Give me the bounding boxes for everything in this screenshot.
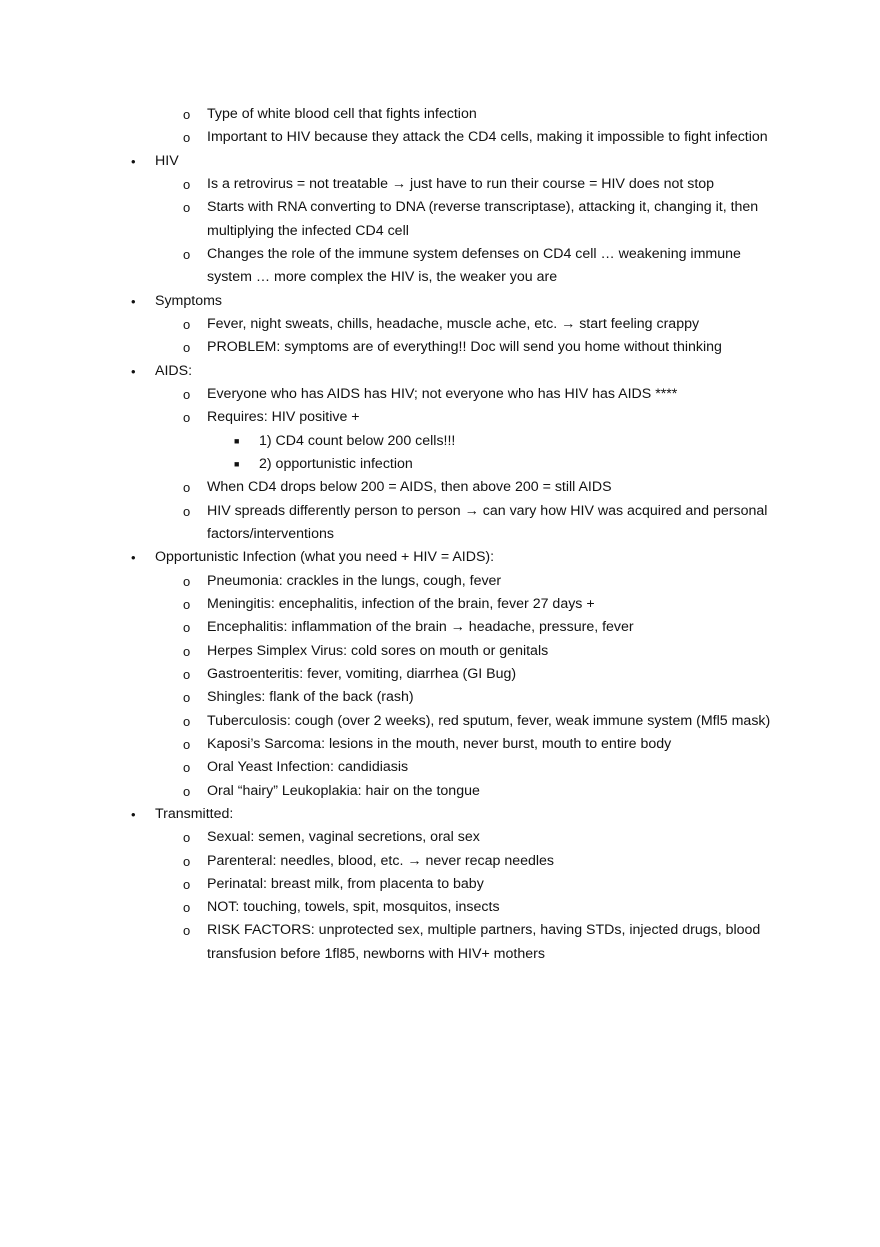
list-item-text: Symptoms [155,292,223,309]
list-item-text: Oral Yeast Infection: candidiasis [207,759,409,776]
list-item-level-2 [0,756,780,779]
list-item-text: Everyone who has AIDS has HIV; not everyone who has HIV has AIDS **** [207,385,678,402]
list-item-level-1 [0,546,780,569]
list-item-text: HIV [155,152,179,169]
bullet-circle-icon: o [183,410,191,426]
list-item-text: PROBLEM: symptoms are of everything!! Doc will send you home without thinking [207,339,722,356]
bullet-circle-icon: o [183,503,191,519]
bullet-circle-icon: o [183,176,191,192]
list-item-text: Starts with RNA converting to DNA (reverse transcriptase), attacking it, changing it, then multiplying the infected CD4 cell [207,199,759,239]
list-item-text: Encephalitis: inflammation of the brain → headache, pressure, fever [207,619,634,636]
list-item-level-1 [0,290,780,313]
list-item-text: Shingles: flank of the back (rash) [207,689,414,706]
list-item-text: Parenteral: needles, blood, etc. → never recap needles [207,852,555,869]
list-item-text: Kaposi’s Sarcoma: lesions in the mouth, never burst, mouth to entire body [207,735,672,752]
bullet-circle-icon: o [183,690,191,706]
list-item-level-1 [0,803,780,826]
list-item-level-2 [0,243,780,290]
list-item-level-2 [0,570,780,593]
bullet-circle-icon: o [183,643,191,659]
list-item-level-2 [0,476,780,499]
list-item-level-2 [0,780,780,803]
list-item-text: NOT: touching, towels, spit, mosquitos, insects [207,899,500,916]
bullet-circle-icon: o [183,596,191,612]
list-item-level-2 [0,873,780,896]
bullet-disc-icon: • [131,806,136,822]
bullet-disc-icon: • [131,550,136,566]
list-item-text: Gastroenteritis: fever, vomiting, diarrhea (GI Bug) [207,665,517,682]
list-item-text: Is a retrovirus = not treatable → just have to run their course = HIV does not stop [207,175,715,192]
list-item-level-2 [0,126,780,149]
bullet-circle-icon: o [183,760,191,776]
list-item-level-2 [0,173,780,196]
list-item-text: Herpes Simplex Virus: cold sores on mouth or genitals [207,642,549,659]
list-item-text: HIV spreads differently person to person → can vary how HIV was acquired and personal factors/interventions [207,502,768,542]
bullet-circle-icon: o [183,900,191,916]
bullet-circle-icon: o [183,200,191,216]
list-item-text: AIDS: [155,362,193,379]
list-item-level-2 [0,733,780,756]
bullet-circle-icon: o [183,246,191,262]
bullet-circle-icon: o [183,573,191,589]
list-item-text: Opportunistic Infection (what you need + HIV = AIDS): [155,549,495,566]
bullet-circle-icon: o [183,666,191,682]
list-item-text: RISK FACTORS: unprotected sex, multiple partners, having STDs, injected drugs, blood transfusion before 1fl85, newborns with HIV+ mothers [207,922,761,962]
list-item-text: Oral “hairy” Leukoplakia: hair on the tongue [207,782,480,799]
list-item-level-2 [0,710,780,733]
list-item-level-2 [0,593,780,616]
bullet-circle-icon: o [183,876,191,892]
bullet-circle-icon: o [183,480,191,496]
list-item-text: Important to HIV because they attack the CD4 cells, making it impossible to fight infection [207,129,768,146]
list-item-level-2 [0,196,780,243]
list-item-level-2 [0,313,780,336]
list-item-level-1 [0,150,780,173]
bullet-circle-icon: o [183,783,191,799]
bullet-circle-icon: o [183,340,191,356]
list-item-level-2 [0,103,780,126]
list-item-text: When CD4 drops below 200 = AIDS, then above 200 = still AIDS [207,479,612,496]
list-item-level-2 [0,686,780,709]
list-item-level-2 [0,850,780,873]
bullet-circle-icon: o [183,713,191,729]
list-item-text: Requires: HIV positive + [207,409,360,426]
list-item-text: Fever, night sweats, chills, headache, muscle ache, etc. → start feeling crappy [207,315,700,332]
bullet-circle-icon: o [183,386,191,402]
list-item-text: 1) CD4 count below 200 cells!!! [259,432,456,449]
list-item-level-3 [0,430,780,453]
list-item-level-2 [0,640,780,663]
list-item-level-2 [0,406,780,429]
list-item-text: Changes the role of the immune system defenses on CD4 cell … weakening immune system … more complex the HIV is, the weaker you are [207,245,741,286]
list-item-level-2 [0,500,780,547]
list-item-level-2 [0,616,780,639]
list-item-text: Perinatal: breast milk, from placenta to baby [207,875,484,892]
list-item-level-2 [0,919,780,966]
bullet-circle-icon: o [183,130,191,146]
list-item-level-3 [0,453,780,476]
bullet-circle-icon: o [183,923,191,939]
list-item-text: Tuberculosis: cough (over 2 weeks), red sputum, fever, weak immune system (Mfl5 mask) [207,712,771,729]
bullet-circle-icon: o [183,620,191,636]
bullet-circle-icon: o [183,736,191,752]
bullet-circle-icon: o [183,316,191,332]
list-item-level-2 [0,383,780,406]
bullet-disc-icon: • [131,363,136,379]
bullet-disc-icon: • [131,153,136,169]
list-item-level-1 [0,360,780,383]
document-body [0,103,880,966]
bullet-square-icon: ■ [234,458,240,469]
list-item-level-2 [0,896,780,919]
list-item-text: Pneumonia: crackles in the lungs, cough, fever [207,572,502,589]
list-item-text: Transmitted: [155,805,234,822]
list-item-text: Sexual: semen, vaginal secretions, oral sex [207,829,480,846]
list-item-text: Type of white blood cell that fights infection [207,106,477,122]
bullet-circle-icon: o [183,853,191,869]
bullet-square-icon: ■ [234,435,240,446]
list-item-level-2 [0,336,780,359]
list-item-text: 2) opportunistic infection [259,455,413,472]
bullet-disc-icon: • [131,293,136,309]
list-item-level-2 [0,663,780,686]
list-item-text: Meningitis: encephalitis, infection of the brain, fever 27 days + [207,595,595,612]
bullet-circle-icon: o [183,830,191,846]
bullet-circle-icon: o [183,107,191,122]
list-item-level-2 [0,826,780,849]
